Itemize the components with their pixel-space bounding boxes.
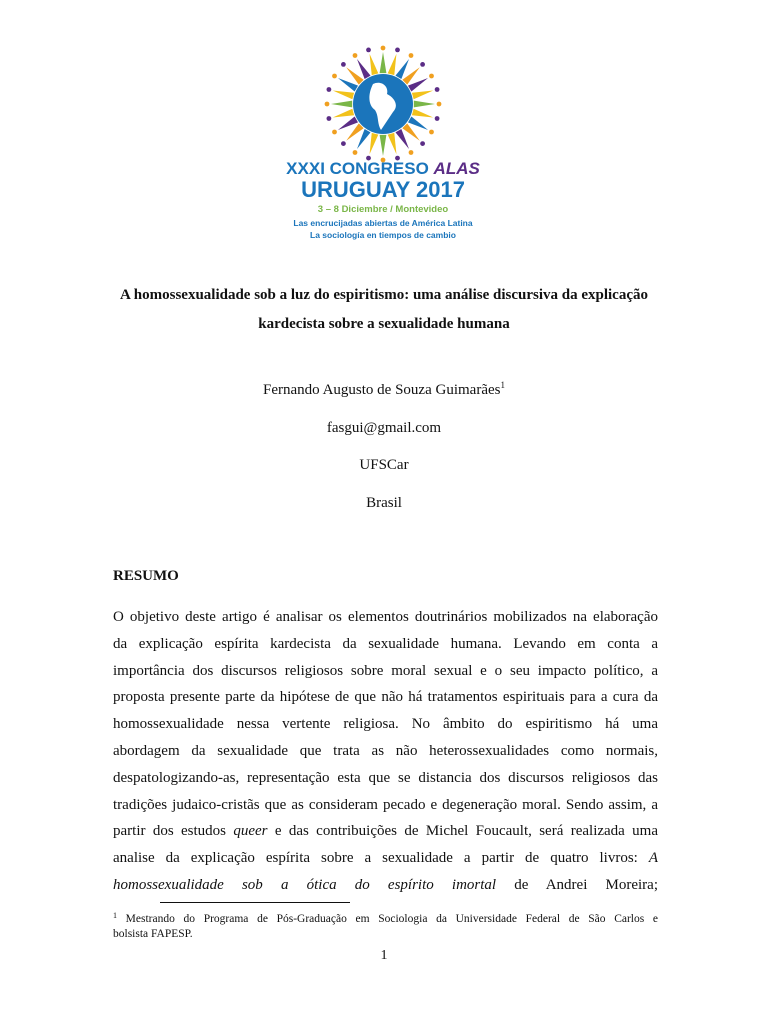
book-title-start: A <box>648 850 659 867</box>
ray-dot-icon <box>437 102 442 107</box>
abstract-text: e das contribuições de Michel Foucault, será realizada uma <box>274 823 658 840</box>
page-number: 1 <box>380 948 388 963</box>
tagline-1: Las encrucijadas abiertas de América Latina <box>293 218 473 228</box>
author-footnote-mark: 1 <box>500 380 505 390</box>
ray-dot-icon <box>435 116 440 121</box>
abstract-line: da explicação espírita kardecista da sexualidade humana. Levando em conta a <box>113 635 658 652</box>
ray-dot-icon <box>341 141 346 146</box>
sun-ray-icon <box>370 133 379 154</box>
ray-dot-icon <box>409 53 414 58</box>
abstract-text: partir dos estudos <box>113 823 226 840</box>
abstract-line: proposta presente parte da hipótese de que não há tratamentos espirituais para a cura da <box>113 689 658 706</box>
alas-wordmark: ALAS <box>433 159 480 178</box>
ray-dot-icon <box>381 46 386 51</box>
sun-ray-icon <box>380 135 387 156</box>
sun-ray-icon <box>402 67 419 84</box>
abstract-line <box>113 818 658 845</box>
sun-ray-icon <box>370 54 379 75</box>
title-line-1: A homossexualidade sob a luz do espiritismo: uma análise discursiva da explicação <box>120 287 648 303</box>
sun-ray-icon <box>408 116 428 130</box>
title-line-2: kardecista sobre a sexualidade humana <box>258 316 510 332</box>
sun-ray-icon <box>395 129 409 149</box>
paper-title <box>100 281 668 339</box>
abstract-line: abordagem da sexualidade que trata as não heterossexualidades como normais, <box>113 742 658 759</box>
congress-dates: 3 – 8 Diciembre / Montevideo <box>317 204 449 215</box>
congress-location: URUGUAY 2017 <box>301 177 465 202</box>
congress-logo <box>272 42 494 250</box>
sun-ray-icon <box>338 78 358 92</box>
abstract-heading: RESUMO <box>113 568 179 584</box>
sun-ray-icon <box>331 101 352 108</box>
sun-ray-icon <box>412 109 433 118</box>
abstract-text: analise da explicação espírita sobre a sexualidade a partir de quatro livros: <box>113 850 638 867</box>
sun-ray-icon <box>333 91 354 100</box>
ray-dot-icon <box>435 87 440 92</box>
sun-ray-icon <box>395 59 409 79</box>
ray-dot-icon <box>429 130 434 135</box>
author-email: fasgui@gmail.com <box>326 420 442 436</box>
footnote-text: bolsista FAPESP. <box>113 928 193 940</box>
sun-ray-icon <box>357 129 371 149</box>
footnote-separator <box>160 902 350 903</box>
ray-dot-icon <box>327 116 332 121</box>
ray-dot-icon <box>429 74 434 79</box>
author-name: Fernando Augusto de Souza Guimarães <box>263 382 501 398</box>
ray-dot-icon <box>409 150 414 155</box>
abstract-body <box>113 604 658 899</box>
abstract-line <box>113 845 658 872</box>
ray-dot-icon <box>332 130 337 135</box>
sun-ray-icon <box>408 78 428 92</box>
ray-dot-icon <box>327 87 332 92</box>
sun-ray-icon <box>346 123 363 140</box>
abstract-italic-term: queer <box>233 823 268 840</box>
sun-emblem-icon <box>272 42 494 250</box>
abstract-line: importância dos discursos religiosos sobre moral sexual e o seu impacto político, a <box>113 662 658 679</box>
sun-ray-icon <box>412 91 433 100</box>
footnote-text: Mestrando do Programa de Pós-Graduação em Sociologia da Universidade Federal de São Carlos e <box>125 913 658 925</box>
ray-dot-icon <box>353 53 358 58</box>
sun-ray-icon <box>338 116 358 130</box>
footnote <box>113 908 658 942</box>
tagline-2: La sociología en tiempos de cambio <box>310 230 456 240</box>
ray-dot-icon <box>395 48 400 53</box>
congress-name: XXXI CONGRESO <box>286 159 429 178</box>
abstract-line: despatologizando-as, representação esta que se distancia dos discursos religiosos das <box>113 769 658 786</box>
ray-dot-icon <box>325 102 330 107</box>
sun-ray-icon <box>388 133 397 154</box>
sun-ray-icon <box>380 52 387 73</box>
ray-dot-icon <box>332 74 337 79</box>
sun-ray-icon <box>357 59 371 79</box>
abstract-text: de Andrei Moreira; <box>514 876 659 893</box>
footnote-line <box>113 908 658 927</box>
author-line <box>0 380 768 399</box>
abstract-line <box>113 872 658 899</box>
sun-ray-icon <box>414 101 435 108</box>
abstract-line: homossexualidade nessa vertente religiosa. No âmbito do espiritismo há uma <box>113 716 658 733</box>
book-title: homossexualidade sob a ótica do espírito imortal <box>113 876 497 893</box>
sun-ray-icon <box>388 54 397 75</box>
ray-dot-icon <box>341 62 346 67</box>
sun-ray-icon <box>346 67 363 84</box>
ray-dot-icon <box>420 141 425 146</box>
svg-text:XXXI CONGRESO ALAS <box>286 159 480 178</box>
ray-dot-icon <box>353 150 358 155</box>
author-institution: UFSCar <box>359 457 409 473</box>
sun-ray-icon <box>333 109 354 118</box>
sun-ray-icon <box>402 123 419 140</box>
footnote-mark: 1 <box>113 911 117 920</box>
author-country: Brasil <box>366 495 402 511</box>
ray-dot-icon <box>366 48 371 53</box>
abstract-line: tradições judaico-cristãs que as consideram pecado e degeneração moral. Sendo assim, a <box>113 796 658 813</box>
abstract-line: O objetivo deste artigo é analisar os elementos doutrinários mobilizados na elaboração <box>113 609 658 625</box>
ray-dot-icon <box>420 62 425 67</box>
